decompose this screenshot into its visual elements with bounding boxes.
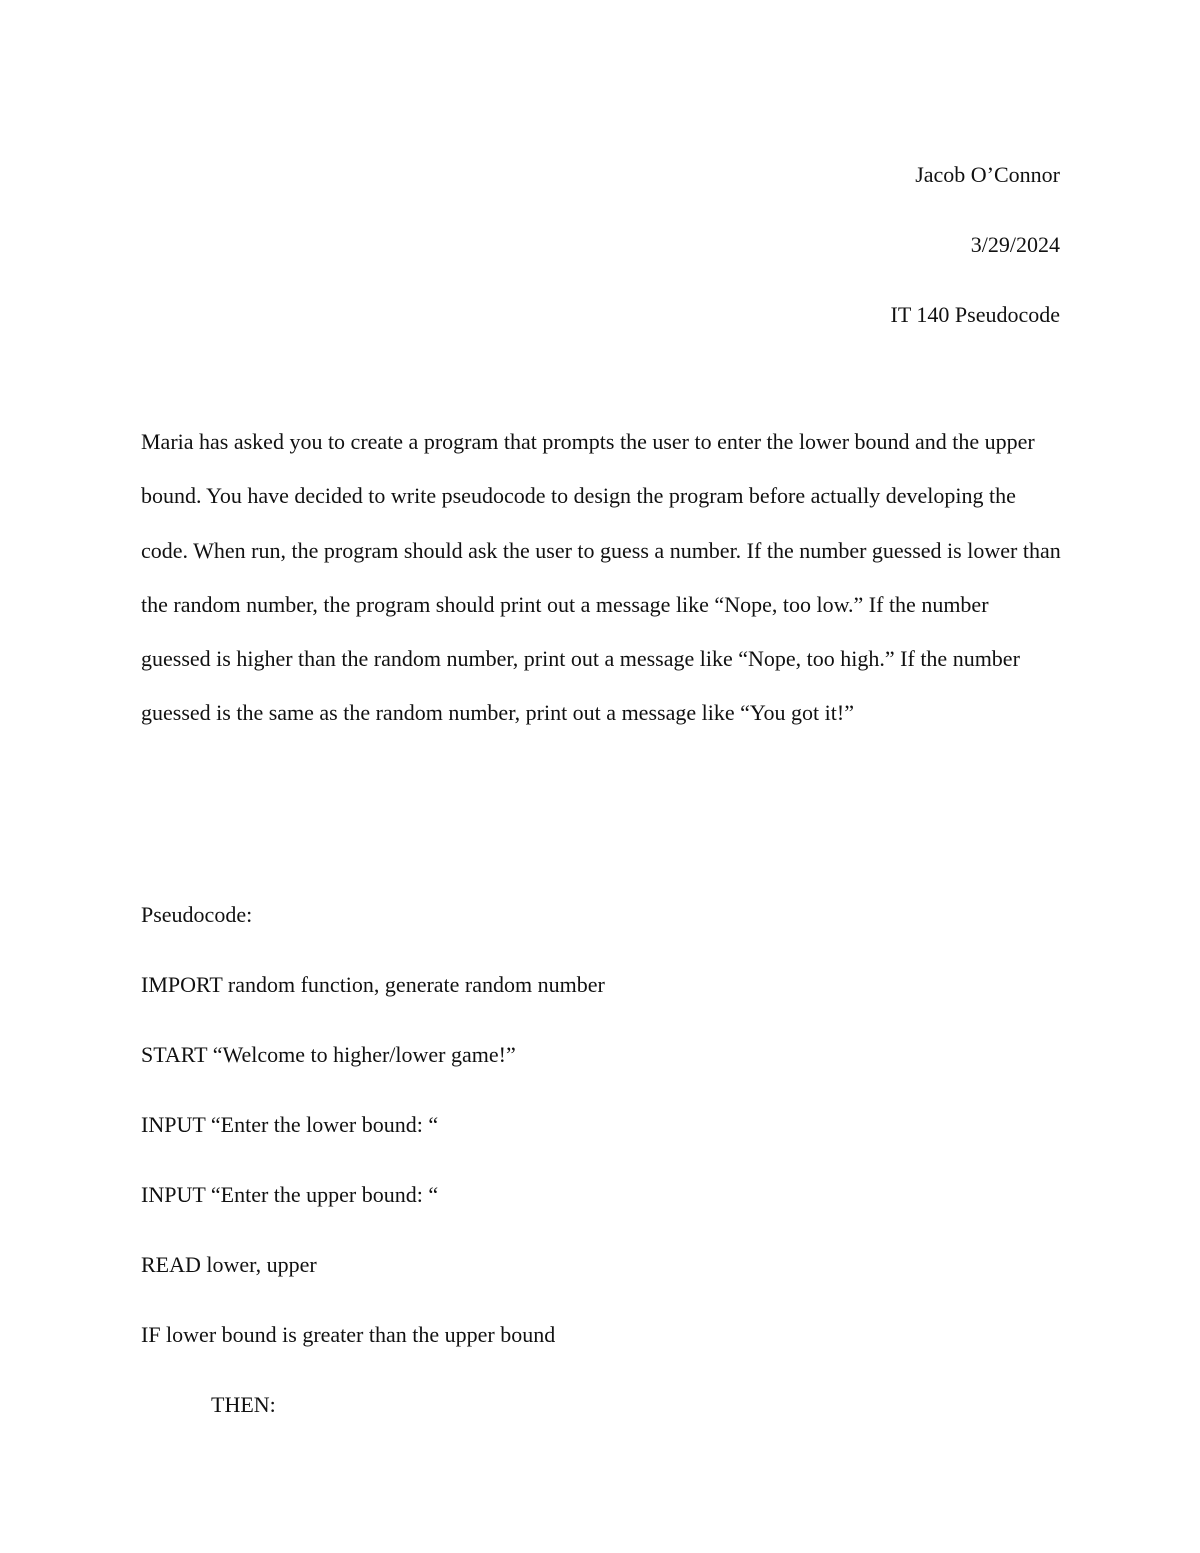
pseudocode-line-start: START “Welcome to higher/lower game!” — [141, 1042, 516, 1067]
document-header — [891, 140, 1060, 350]
pseudocode-line-then: THEN: — [211, 1392, 276, 1417]
pseudocode-line-input-upper: INPUT “Enter the upper bound: “ — [141, 1182, 439, 1207]
pseudocode-section — [141, 880, 1061, 1440]
pseudocode-line-if: IF lower bound is greater than the upper bound — [141, 1322, 556, 1347]
pseudocode-line-input-lower: INPUT “Enter the lower bound: “ — [141, 1112, 439, 1137]
author-name: Jacob O’Connor — [915, 162, 1060, 187]
pseudocode-heading: Pseudocode: — [141, 902, 253, 927]
pseudocode-line-read: READ lower, upper — [141, 1252, 317, 1277]
document-title: IT 140 Pseudocode — [890, 302, 1060, 327]
pseudocode-line-import: IMPORT random function, generate random number — [141, 972, 605, 997]
document-date: 3/29/2024 — [970, 232, 1060, 257]
prompt-paragraph: Maria has asked you to create a program that prompts the user to enter the lower bound and the upper bound. You have decided to write pseudocode to design the program before actually developing the code. When run, the program should ask the user to guess a number. If the number guessed is lower than the random number, the program should print out a message like “Nope, too low.” If the number guessed is higher than the random number, print out a message like “Nope, too high.” If the number guessed is the same as the random number, print out a message like “You got it!” — [141, 429, 1061, 726]
